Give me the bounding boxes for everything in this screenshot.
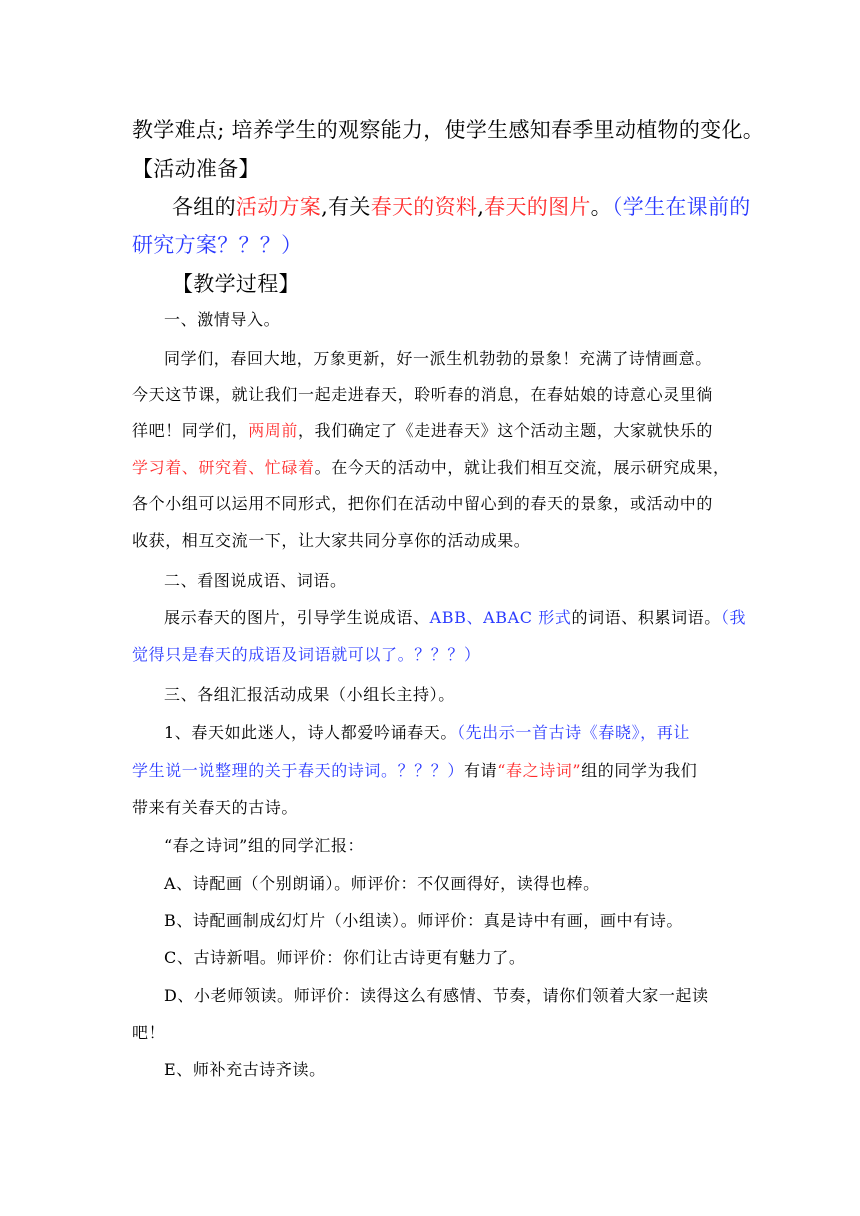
activity-prep-heading: 【活动准备】 xyxy=(132,157,260,181)
prep-spring-pictures: 春天的图片 xyxy=(484,195,591,219)
prep-comment: （学生在课前的 xyxy=(611,195,751,219)
teaching-difficulty-text: 教学难点; 培养学生的观察能力，使学生感知春季里动植物的变化。 xyxy=(132,118,765,142)
section-1-line-4-b: 。在今天的活动中，就让我们相互交流，展示研究成果， xyxy=(314,458,730,477)
section-3-comment-start: （先出示一首古诗《春晓》，再让 xyxy=(456,723,690,742)
section-1-line-4 xyxy=(132,455,730,478)
teaching-difficulty xyxy=(132,114,764,144)
report-item-e: E、师补充古诗齐读。 xyxy=(164,1060,326,1079)
prep-spring-materials: 春天的资料 xyxy=(370,195,478,219)
section-3-comment-end: 学生说一说整理的关于春天的诗词。？？？） xyxy=(132,761,465,780)
report-item-a: A、诗配画（个别朗诵）。师评价：不仅画得好，读得也棒。 xyxy=(164,874,600,893)
section-2-line-2: 觉得只是春天的成语及词语就可以了。？？？） xyxy=(132,645,481,664)
prep-text-c: ,有关 xyxy=(321,195,371,219)
section-2-line-1 xyxy=(164,605,746,628)
learning-researching-busy: 学习着、研究着、忙碌着 xyxy=(132,458,315,477)
section-3-line-2 xyxy=(132,758,697,781)
report-item-d-continued: 吧！ xyxy=(132,1023,166,1042)
section-1-line-1: 同学们，春回大地，万象更新，好一派生机勃勃的景象！充满了诗情画意。 xyxy=(164,349,712,368)
section-3-line-2-d: 组的同学为我们 xyxy=(581,761,698,780)
section-3-line-2-b: 有请 xyxy=(464,761,498,780)
prep-text-a: 各组的 xyxy=(172,195,236,219)
section-1-line-3-c: ，我们确定了《走进春天》这个活动主题，大家就快乐的 xyxy=(298,421,714,440)
prep-text-e: , xyxy=(477,195,485,219)
abb-abac-forms: ABB、ABAC 形式 xyxy=(429,608,572,627)
spring-poetry-group: “春之诗词” xyxy=(497,761,582,780)
group-report-intro: “春之诗词”组的同学汇报： xyxy=(164,836,365,855)
section-1-line-5: 各个小组可以运用不同形式，把你们在活动中留心到的春天的景象，或活动中的 xyxy=(132,494,714,513)
prep-text-g: 。 xyxy=(590,195,612,219)
section-3-line-1-a: 1、春天如此迷人，诗人都爱吟诵春天。 xyxy=(164,723,457,742)
report-item-b: B、诗配画制成幻灯片（小组读）。师评价：真是诗中有画，画中有诗。 xyxy=(164,911,683,930)
section-3-title: 三、各组汇报活动成果（小组长主持）。 xyxy=(164,685,455,704)
section-1-line-6: 收获，相互交流一下，让大家共同分享你的活动成果。 xyxy=(132,531,531,550)
activity-prep-line-2: 研究方案？？？） xyxy=(132,233,303,257)
prep-activity-plan: 活动方案 xyxy=(235,195,322,219)
two-weeks-ago: 两周前 xyxy=(248,421,299,440)
section-2-line-1-a: 展示春天的图片，引导学生说成语、 xyxy=(164,608,430,627)
section-2-line-1-c: 的词语、积累词语。 xyxy=(571,608,721,627)
section-3-line-1 xyxy=(164,720,690,743)
section-1-line-3-a: 徉吧！同学们， xyxy=(132,421,249,440)
report-item-d: D、小老师领读。师评价：读得这么有感情、节奏，请你们领着大家一起读 xyxy=(164,986,709,1005)
activity-prep-line-1 xyxy=(172,191,751,221)
section-1-line-2: 今天这节课，就让我们一起走进春天，聆听春的消息，在春姑娘的诗意心灵里徜 xyxy=(132,385,714,404)
section-2-title: 二、看图说成语、词语。 xyxy=(164,571,347,590)
teaching-process-heading: 【教学过程】 xyxy=(172,272,300,296)
report-item-c: C、古诗新唱。师评价：你们让古诗更有魅力了。 xyxy=(164,948,526,967)
section-1-title: 一、激情导入。 xyxy=(164,310,281,329)
section-1-line-3 xyxy=(132,418,713,441)
section-3-line-3: 带来有关春天的古诗。 xyxy=(132,798,299,817)
section-2-comment-start: （我 xyxy=(720,608,747,627)
